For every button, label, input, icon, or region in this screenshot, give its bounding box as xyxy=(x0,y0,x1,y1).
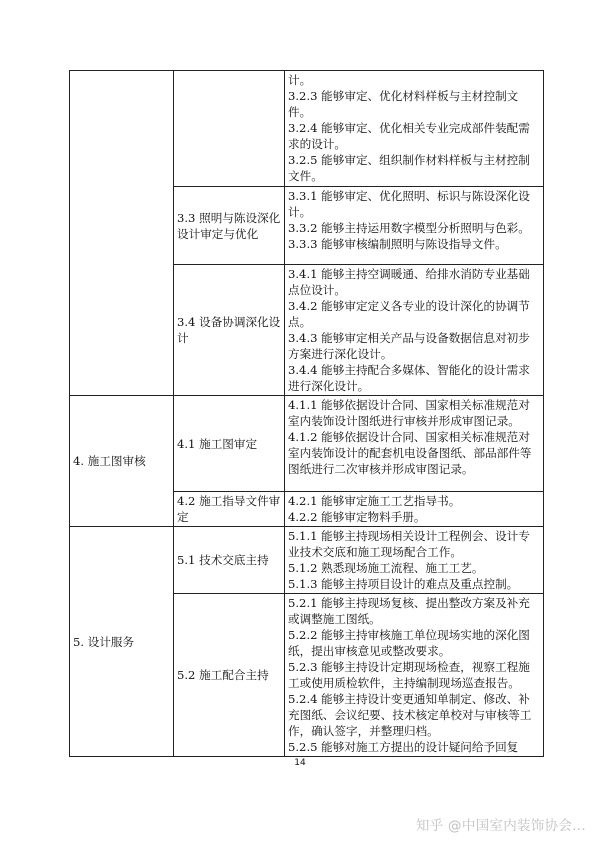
watermark: 知乎 @中国室内装饰协会... xyxy=(415,818,586,834)
content-line: 4.2.1 能够审定施工工艺指导书。 xyxy=(288,494,461,508)
content-line: 3.3.3 能够审核编制照明与陈设指导文件。 xyxy=(288,237,507,251)
table-row xyxy=(70,71,544,187)
content-line: 3.2.5 能够审定、组织制作材料样板与主材控制文件。 xyxy=(288,153,530,183)
content-line: 5.1.1 能够主持现场相关设计工程例会、设计专业技术交底和施工现场配合工作。 xyxy=(288,529,530,559)
page-number: 14 xyxy=(294,758,306,768)
content-line: 5.2.2 能够主持审核施工单位现场实地的深化图纸，提出审核意见或整改要求。 xyxy=(288,628,530,658)
content-line: 3.2.4 能够审定、优化相关专业完成部件装配需求的设计。 xyxy=(288,121,530,151)
content-cell xyxy=(285,527,544,594)
content-line: 5.1.3 能够主持项目设计的难点及重点控制。 xyxy=(288,577,519,591)
content-line: 4.1.2 能够依据设计合同、国家相关标准规范对室内装饰设计的配套机电设备图纸、部品部件等图纸进行二次审核并形成审图记录。 xyxy=(288,430,532,476)
content-line: 3.2.3 能够审定、优化材料样板与主材控制文件。 xyxy=(288,89,519,119)
subitem-title-cell: 4.2 施工指导文件审定 xyxy=(174,492,285,527)
content-line: 3.4.3 能够审定相关产品与设备数据信息对初步方案进行深化设计。 xyxy=(288,331,530,361)
content-line: 3.4.1 能够主持空调暖通、给排水消防专业基础点位设计。 xyxy=(288,267,530,297)
content-line: 3.3.1 能够审定、优化照明、标识与陈设深化设计。 xyxy=(288,189,530,219)
subitem-title-cell: 5.1 技术交底主持 xyxy=(174,527,285,594)
content-line: 4.2.2 能够审定物料手册。 xyxy=(288,510,426,524)
content-cell xyxy=(285,187,544,265)
content-line: 5.2.3 能够主持设计定期现场检查，视察工程施工或使用质检软件，主持编制现场巡查报告。 xyxy=(288,660,530,690)
content-cell xyxy=(285,396,544,492)
content-line: 3.4.2 能够审定定义各专业的设计深化的协调节点。 xyxy=(288,299,530,329)
category-cell: 4. 施工图审核 xyxy=(70,396,174,527)
table-row xyxy=(70,527,544,594)
content-line: 计。 xyxy=(288,73,312,87)
content-line: 5.2.5 能够对施工方提出的设计疑问给予回复 xyxy=(288,740,519,754)
category-cell: 5. 设计服务 xyxy=(70,527,174,757)
content-cell xyxy=(285,492,544,527)
content-line: 5.1.2 熟悉现场施工流程、施工工艺。 xyxy=(288,561,484,575)
subitem-title-cell: 5.2 施工配合主持 xyxy=(174,594,285,757)
subitem-title-cell: 3.3 照明与陈设深化设计审定与优化 xyxy=(174,187,285,265)
content-cell xyxy=(285,71,544,187)
content-line: 5.2.4 能够主持设计变更通知单制定、修改、补充图纸、会议纪要、技术核定单校对与审核等工作，确认签字，并整理归档。 xyxy=(288,692,532,738)
content-cell xyxy=(285,265,544,396)
subitem-title-cell: 4.1 施工图审定 xyxy=(174,396,285,492)
subitem-title-cell xyxy=(174,71,285,187)
category-cell xyxy=(70,71,174,396)
table-row xyxy=(70,396,544,492)
content-line: 5.2.1 能够主持现场复核、提出整改方案及补充或调整施工图纸。 xyxy=(288,596,530,626)
content-cell xyxy=(285,594,544,757)
content-line: 4.1.1 能够依据设计合同、国家相关标准规范对室内装饰设计图纸进行审核并形成审图记录。 xyxy=(288,398,530,428)
content-line: 3.4.4 能够主持配合多媒体、智能化的设计需求进行深化设计。 xyxy=(288,363,530,393)
subitem-title-cell: 3.4 设备协调深化设计 xyxy=(174,265,285,396)
competency-table xyxy=(69,70,544,757)
content-line: 3.3.2 能够主持运用数字模型分析照明与色彩。 xyxy=(288,221,530,235)
